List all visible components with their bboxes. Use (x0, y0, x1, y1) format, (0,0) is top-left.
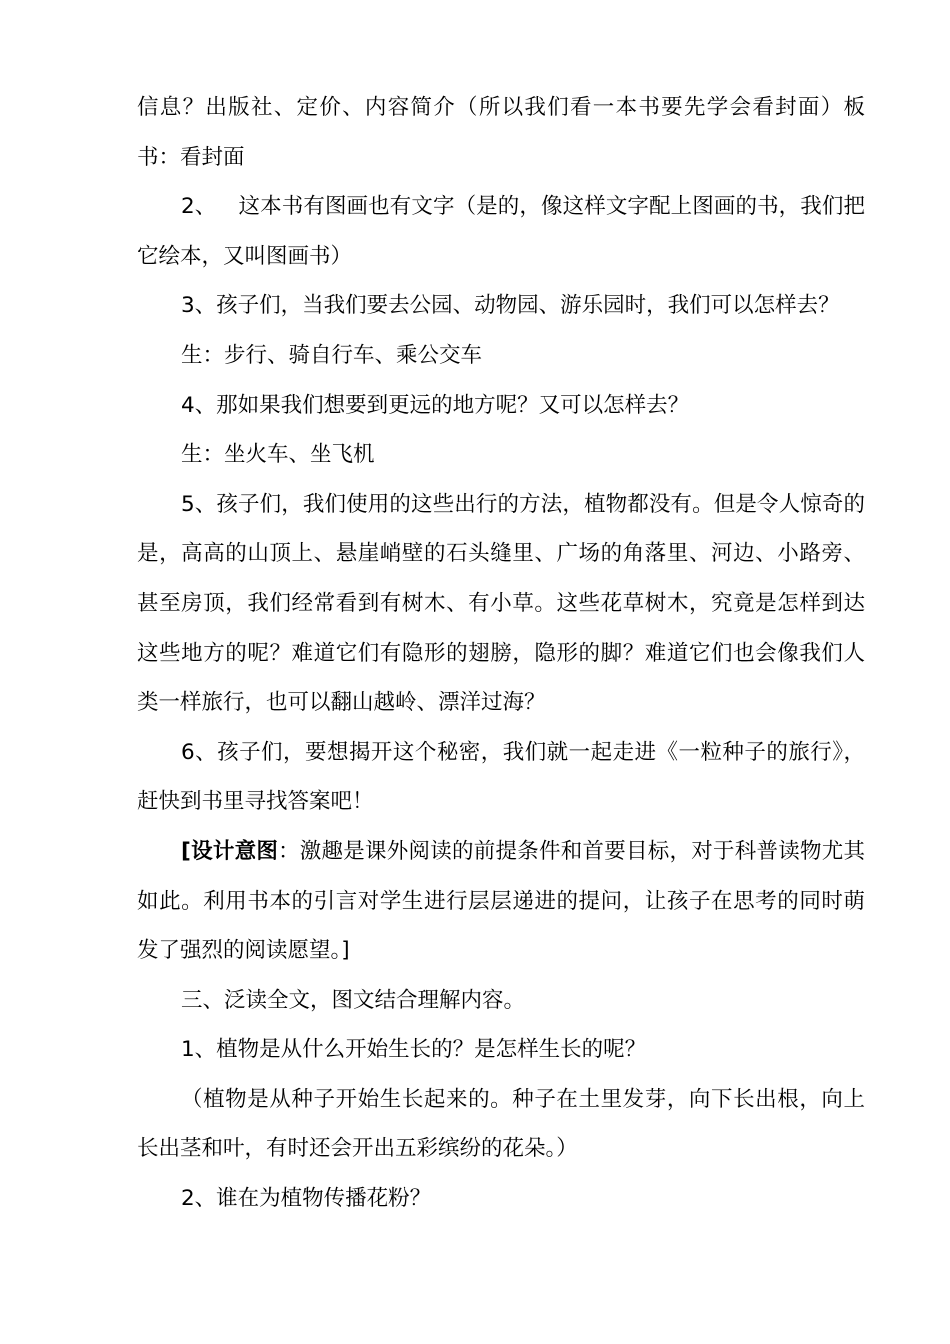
paragraph-text: 这本书有图画也有文字（是的，像这样文字配上图画的书，我们把它绘本，又叫图画书） (137, 194, 865, 269)
section-heading-3: 三、泛读全文，图文结合理解内容。 (181, 987, 526, 1013)
item-number: 2、 (181, 194, 217, 220)
paragraph-answer-3: 生：步行、骑自行车、乘公交车 (181, 342, 483, 368)
paragraph-question-4: 4、那如果我们想要到更远的地方呢？又可以怎样去？ (181, 392, 690, 418)
paragraph-section3-question-1: 1、植物是从什么开始生长的？是怎样生长的呢？ (181, 1037, 647, 1063)
document-page (137, 83, 865, 1224)
design-intent-label: [设计意图 (181, 838, 279, 864)
paragraph-section3-question-2: 2、谁在为植物传播花粉？ (181, 1186, 432, 1212)
paragraph-question-2 (137, 182, 865, 281)
paragraph-question-3: 3、孩子们，当我们要去公园、动物园、游乐园时，我们可以怎样去？ (181, 293, 840, 319)
design-intent-text: ：激趣是课外阅读的前提条件和首要目标，对于科普读物尤其如此。利用书本的引言对学生进行层层递进的提问，让孩子在思考的同时萌发了强烈的阅读愿望。] (137, 838, 865, 964)
paragraph-answer-4: 生：坐火车、坐飞机 (181, 442, 375, 468)
paragraph-design-intent (137, 827, 865, 976)
paragraph-question-5: 5、孩子们，我们使用的这些出行的方法，植物都没有。但是令人惊奇的是，高高的山顶上、悬崖峭壁的石头缝里、广场的角落里、河边、小路旁、甚至房顶，我们经常看到有树木、有小草。这些花草树木，究竟是怎样到达这些地方的呢？难道它们有隐形的翅膀，隐形的脚？难道它们也会像我们人类一样旅行，也可以翻山越岭、漂洋过海？ (137, 491, 865, 716)
paragraph-section3-answer-1: （植物是从种子开始生长起来的。种子在土里发芽，向下长出根，向上长出茎和叶，有时还会开出五彩缤纷的花朵。） (137, 1086, 865, 1162)
paragraph-cover-info: 信息？出版社、定价、内容简介（所以我们看一本书要先学会看封面）板书：看封面 (137, 95, 865, 170)
paragraph-question-6: 6、孩子们，要想揭开这个秘密，我们就一起走进《一粒种子的旅行》，赶快到书里寻找答案吧！ (137, 739, 865, 815)
